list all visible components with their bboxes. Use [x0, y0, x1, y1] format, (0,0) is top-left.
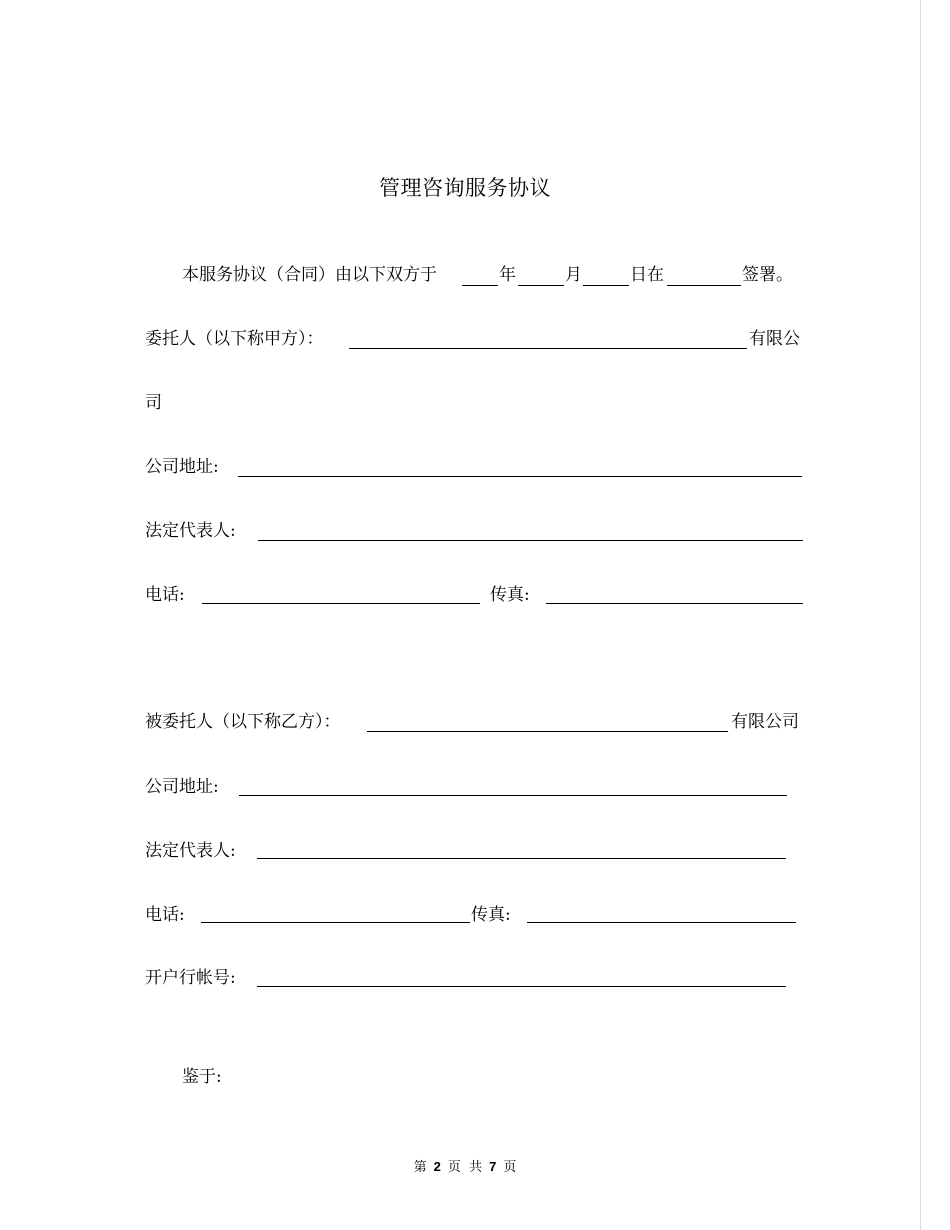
party-a-phone-blank[interactable]	[202, 603, 480, 604]
party-b-suffix: 有限公司	[731, 712, 799, 732]
party-a-suffix-1: 有限公	[749, 329, 800, 349]
party-b-legal-rep-label: 法定代表人:	[145, 841, 236, 861]
party-b-bank-account-label: 开户行帐号:	[145, 968, 236, 988]
party-a-address-blank[interactable]	[238, 476, 802, 477]
page-current: 2	[433, 1159, 441, 1174]
place-blank[interactable]	[667, 285, 741, 286]
year-blank[interactable]	[462, 285, 498, 286]
party-b-legal-rep-blank[interactable]	[257, 858, 786, 859]
party-b-address-blank[interactable]	[239, 795, 787, 796]
party-b-fax-blank[interactable]	[527, 922, 796, 923]
party-a-suffix-2: 司	[145, 393, 162, 413]
party-a-legal-rep-label: 法定代表人:	[145, 521, 236, 541]
party-a-fax-blank[interactable]	[546, 603, 803, 604]
intro-day-at: 日在	[630, 265, 664, 285]
whereas-label: 鉴于:	[182, 1067, 222, 1087]
party-a-name-blank[interactable]	[349, 348, 747, 349]
party-b-bank-account-blank[interactable]	[257, 986, 786, 987]
month-blank[interactable]	[518, 285, 564, 286]
party-b-address-label: 公司地址:	[145, 777, 219, 797]
party-b-fax-label: 传真:	[471, 905, 511, 925]
party-b-phone-blank[interactable]	[201, 922, 470, 923]
document-title: 管理咨询服务协议	[379, 176, 551, 200]
party-a-label: 委托人（以下称甲方）：	[145, 329, 324, 349]
party-a-address-label: 公司地址:	[145, 457, 219, 477]
party-b-name-blank[interactable]	[367, 731, 728, 732]
intro-prefix: 本服务协议（合同）由以下双方于	[182, 265, 437, 285]
party-a-legal-rep-blank[interactable]	[258, 540, 803, 541]
page-total-prefix: 共	[469, 1160, 483, 1175]
page-suffix: 页	[503, 1160, 517, 1175]
party-b-label: 被委托人（以下称乙方）：	[145, 712, 341, 732]
page-number	[0, 1156, 930, 1175]
party-b-phone-label: 电话:	[145, 905, 185, 925]
page-prefix: 第	[413, 1160, 427, 1175]
page-mid: 页	[447, 1160, 461, 1175]
party-a-fax-label: 传真:	[490, 585, 530, 605]
intro-signed: 签署。	[742, 265, 793, 285]
party-a-phone-label: 电话:	[145, 585, 185, 605]
intro-year: 年	[499, 265, 516, 285]
intro-month: 月	[565, 265, 582, 285]
day-blank[interactable]	[583, 285, 629, 286]
page-total: 7	[489, 1159, 497, 1174]
